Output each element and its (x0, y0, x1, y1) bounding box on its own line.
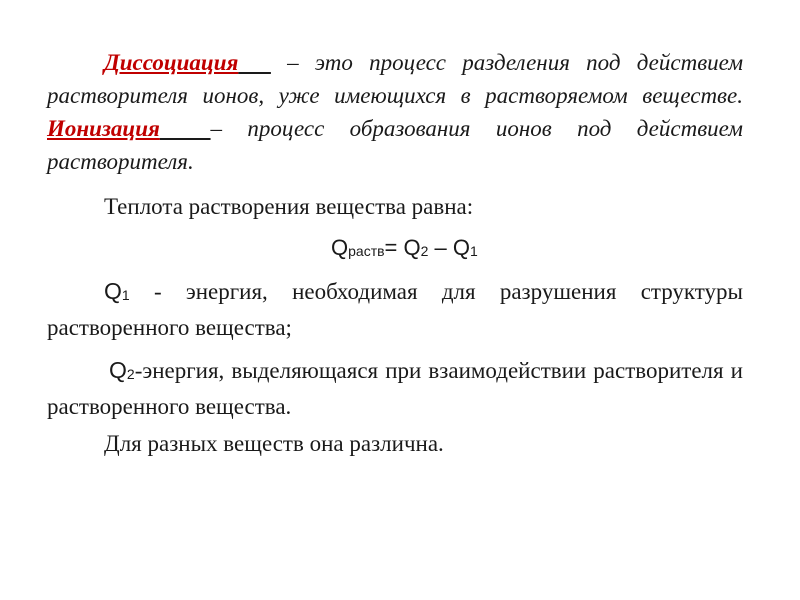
q2-text: -энергия, выделяющаяся при взаимодействии растворителя и растворенного вещества. (47, 358, 743, 419)
term-underline-gap-2 (160, 116, 211, 141)
closing-paragraph: Для разных веществ она различна. (104, 431, 444, 456)
q2-symbol-sub: 2 (126, 366, 135, 382)
term-ionization: Ионизация (47, 116, 160, 141)
term-underline-gap (238, 50, 271, 75)
q1-description (47, 275, 743, 344)
formula-q2-sub: 2 (420, 243, 429, 259)
formula-q: Q (331, 235, 349, 260)
q1-symbol: Q (104, 278, 122, 304)
definition-ionization: – процесс образования ионов под действием растворителя. (47, 116, 743, 174)
formula-q1-sub: 1 (470, 243, 478, 259)
formula-minus-q: – Q (428, 235, 470, 260)
definition-paragraph (47, 46, 743, 178)
formula-q-sub: раств (348, 243, 385, 259)
term-dissociation: Диссоциация (104, 50, 239, 75)
heat-of-solution-intro: Теплота растворения вещества равна: (104, 194, 474, 219)
heat-formula (47, 231, 743, 267)
slide-content (47, 46, 743, 460)
definition-dissociation: – это процесс разделения под действием растворителя ионов, уже имеющихся в растворяемом веществе. (47, 50, 743, 108)
q1-symbol-sub: 1 (121, 287, 130, 303)
q2-description (47, 354, 743, 423)
q2-symbol: Q (109, 357, 127, 383)
q1-text: - энергия, необходимая для разрушения структуры растворенного вещества; (47, 279, 743, 340)
formula-equals-q: = Q (384, 235, 421, 260)
